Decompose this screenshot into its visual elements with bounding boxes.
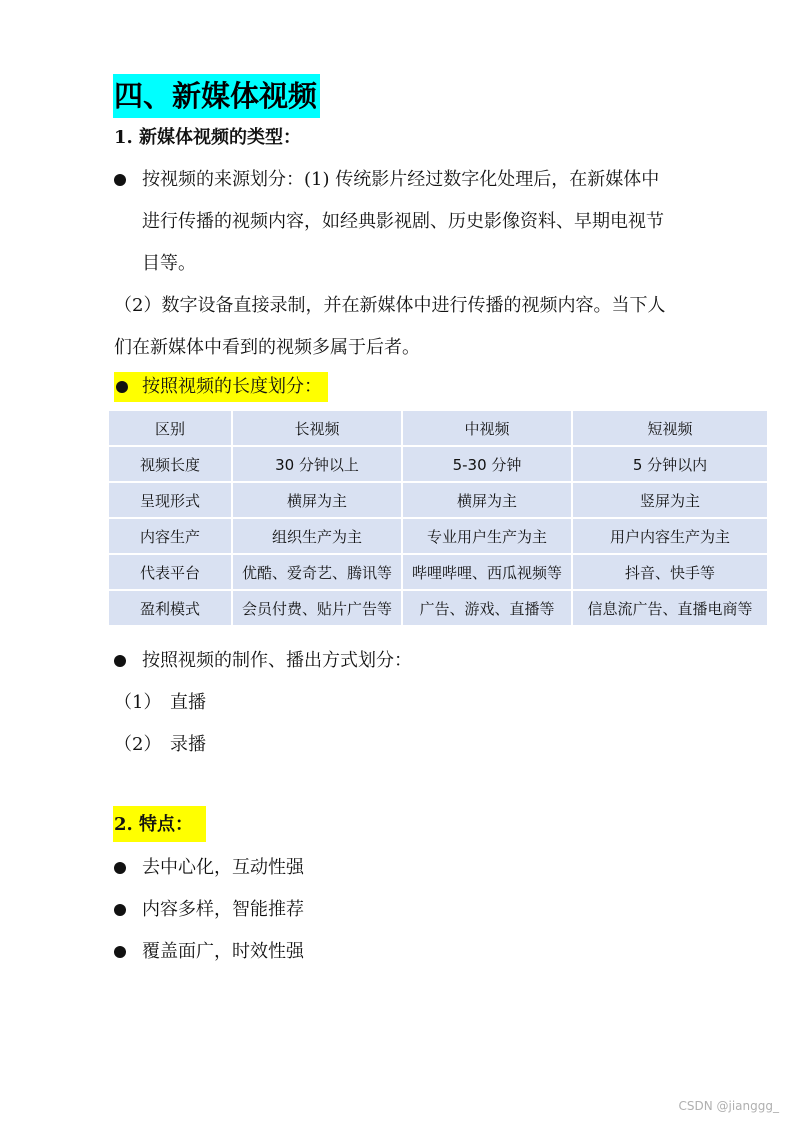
item2-text: 录播 [170, 734, 206, 755]
table-cell: 广告、游戏、直播等 [402, 590, 572, 626]
table-cell: 信息流广告、直播电商等 [572, 590, 768, 626]
table-row [108, 554, 768, 590]
table-cell: 横屏为主 [232, 482, 402, 518]
bullet-icon [114, 655, 126, 667]
feature-item: 内容多样，智能推荐 [142, 899, 304, 920]
table-cell: 中视频 [402, 410, 572, 446]
bullet-icon [114, 904, 126, 916]
bullet-icon [114, 946, 126, 958]
bullet-icon [114, 174, 126, 186]
table-row [108, 590, 768, 626]
table-row [108, 518, 768, 554]
table-row [108, 410, 768, 446]
table-cell: 长视频 [232, 410, 402, 446]
section1-heading: 1. 新媒体视频的类型： [114, 127, 302, 148]
bullet1-line3: 目等。 [142, 253, 196, 274]
table-cell: 横屏为主 [402, 482, 572, 518]
feature-item: 去中心化，互动性强 [142, 857, 304, 878]
table-cell: 盈利模式 [108, 590, 232, 626]
table-cell: 哔哩哔哩、西瓜视频等 [402, 554, 572, 590]
table-cell: 视频长度 [108, 446, 232, 482]
section2-heading: 2. 特点： [114, 814, 194, 835]
table-row [108, 482, 768, 518]
para2-line2: 们在新媒体中看到的视频多属于后者。 [114, 337, 420, 358]
bullet1-line2: 进行传播的视频内容，如经典影视剧、历史影像资料、早期电视节 [142, 211, 664, 232]
table-cell: 呈现形式 [108, 482, 232, 518]
bullet2-text: 按照视频的长度划分： [142, 376, 322, 397]
item2-number: （2） [114, 734, 162, 755]
bullet1-line1: 按视频的来源划分：(1) 传统影片经过数字化处理后，在新媒体中 [142, 169, 660, 190]
table-cell: 会员付费、贴片广告等 [232, 590, 402, 626]
item1-number: （1） [114, 692, 162, 713]
table-cell: 代表平台 [108, 554, 232, 590]
page-title: 四、新媒体视频 [113, 74, 320, 118]
table-cell: 内容生产 [108, 518, 232, 554]
feature-item: 覆盖面广，时效性强 [142, 941, 304, 962]
table-cell: 组织生产为主 [232, 518, 402, 554]
table-cell: 区别 [108, 410, 232, 446]
table-cell: 优酷、爱奇艺、腾讯等 [232, 554, 402, 590]
table-cell: 竖屏为主 [572, 482, 768, 518]
item1-text: 直播 [170, 692, 206, 713]
table-cell: 5 分钟以内 [572, 446, 768, 482]
table-cell: 短视频 [572, 410, 768, 446]
table-cell: 专业用户生产为主 [402, 518, 572, 554]
bullet-icon [116, 381, 128, 393]
video-length-table [107, 409, 769, 627]
table-row [108, 446, 768, 482]
bullet3-text: 按照视频的制作、播出方式划分： [142, 650, 412, 671]
table-cell: 抖音、快手等 [572, 554, 768, 590]
bullet-icon [114, 862, 126, 874]
para2-line1: （2）数字设备直接录制，并在新媒体中进行传播的视频内容。当下人 [114, 295, 666, 316]
watermark-footer: CSDN @jianggg_ [678, 1099, 779, 1113]
table-cell: 5-30 分钟 [402, 446, 572, 482]
table-cell: 30 分钟以上 [232, 446, 402, 482]
table-cell: 用户内容生产为主 [572, 518, 768, 554]
